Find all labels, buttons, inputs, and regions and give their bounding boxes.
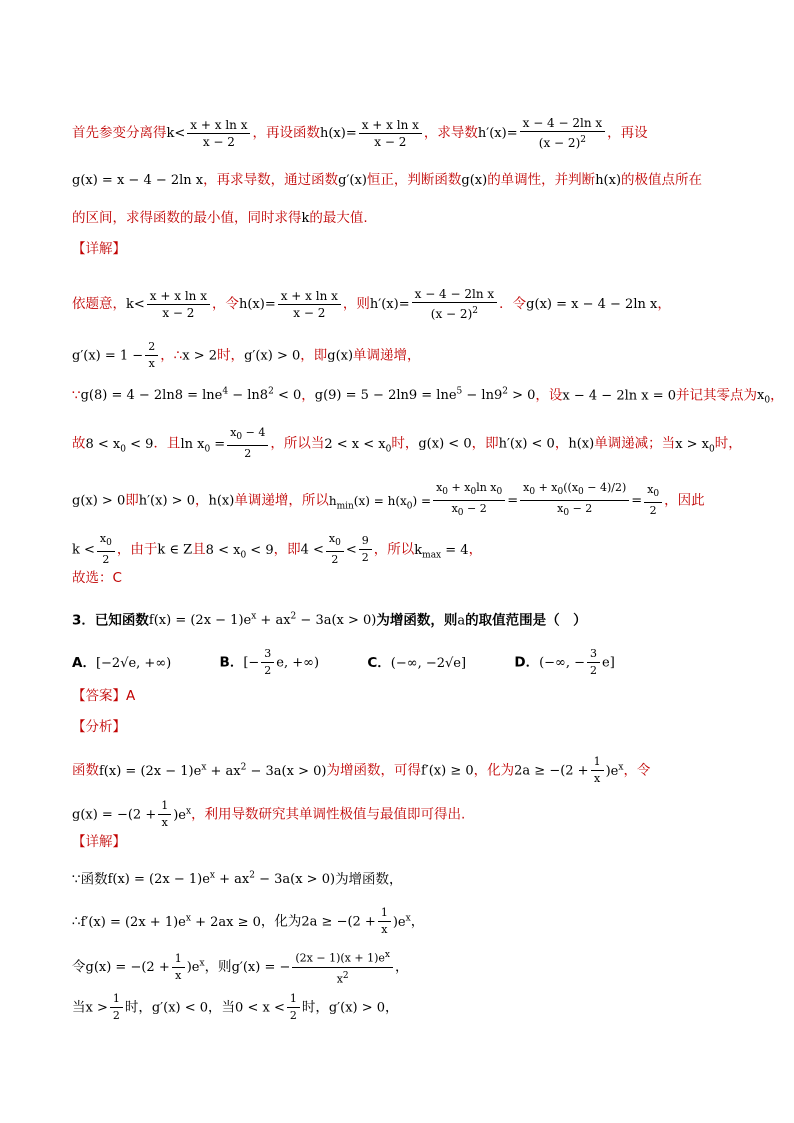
text: ，则 bbox=[342, 296, 370, 312]
text: 时， bbox=[714, 435, 742, 452]
text: ，再设 bbox=[607, 125, 648, 141]
text-line-d3: 令g(x) = −(2 + $\frac{1}{x}$ )$e^x$，则g′(x) = − $\frac{(2x - 1)(x + 1)e^x}{x^2}$ ， bbox=[72, 950, 409, 986]
text-line-10: k < $\frac{x_0}{2}$ ，由于k ∈ Z且$8 < x_0 < 9$，即4 < $\frac{x_0}{2}$ < $\frac{9}{2}$ ，所以$k_{max} = 4$， bbox=[72, 532, 483, 567]
text: 3．已知函数 bbox=[72, 612, 149, 629]
text: 为增函数，可得 bbox=[326, 762, 421, 779]
answer-line bbox=[72, 687, 734, 705]
text: ，求导数 bbox=[423, 125, 478, 141]
text-line-8: 故$8 < x_0 < 9$．且$\ln x_0$ = $\frac{x_0 - 4}{2}$ ，所以当$2 < x < x_0$时，g(x) < 0，即h′(x) < 0，h(x)单调递减；当$x > x_0$时， bbox=[72, 426, 742, 461]
text: 依题意， bbox=[72, 296, 126, 312]
text-line-2: g(x) = x − 4 − 2ln x，再求导数，通过函数g′(x)恒正，判断函数g(x)的单调性，并判断h(x)的极值点所在 bbox=[72, 172, 703, 188]
text: 为增函数， bbox=[335, 871, 403, 888]
text: 单调递增，所以 bbox=[234, 492, 329, 509]
text-line-d1: ∵函数$f(x) = (2x - 1)e^x + ax^2 - 3a(x > 0)$为增函数， bbox=[72, 871, 403, 888]
text: ，当 bbox=[208, 999, 236, 1016]
text: 单调递减；当 bbox=[594, 435, 676, 452]
text: ，则 bbox=[204, 959, 232, 976]
text: ，设 bbox=[535, 387, 563, 404]
option-a: A．[−2√e, +∞) bbox=[72, 654, 172, 671]
text: ， bbox=[554, 435, 569, 452]
section-heading-detail-2 bbox=[72, 833, 734, 851]
text: 时， bbox=[391, 435, 419, 452]
text: 且 bbox=[192, 541, 206, 558]
text: ，令 bbox=[623, 762, 651, 779]
text-line-3: 的区间，求得函数的最小值，同时求得k的最大值. bbox=[72, 210, 368, 226]
section-heading-analysis bbox=[72, 718, 734, 736]
text: ， bbox=[394, 959, 409, 976]
text: 故选：C bbox=[72, 570, 122, 586]
text: ∴ bbox=[72, 913, 81, 930]
text: ， bbox=[194, 492, 209, 509]
options-row bbox=[72, 647, 734, 678]
text: ，利用导数研究其单调性极值与最值即可得出. bbox=[191, 806, 466, 823]
text-line-11 bbox=[72, 569, 734, 587]
text: 首先参变分离得 bbox=[72, 125, 167, 141]
text: ∵函数 bbox=[72, 871, 108, 888]
text: 恒正，判断函数 bbox=[366, 172, 462, 188]
option-b: B．[− $\frac{3}{2}$ e, +∞) bbox=[219, 647, 320, 677]
text: ，再设函数 bbox=[252, 125, 320, 141]
text: ， bbox=[301, 387, 315, 404]
text-line-1: 首先参变分离得k< $\frac{\text{x + x ln x}}{x - 2}$ ，再设函数h(x)= $\frac{\text{x + x ln x}}{x - 2}$ ，求导数h′(x)= $\frac{\text{x − 4 − 2ln x}}{(x - 2)^2}$ ，再设 bbox=[72, 116, 648, 150]
text: ，所以 bbox=[373, 541, 415, 558]
text: ，化为 bbox=[473, 762, 515, 779]
text: 【分析】 bbox=[72, 719, 126, 735]
text: ，再求导数，通过函数 bbox=[203, 172, 339, 188]
text: 并记其零点为 bbox=[676, 387, 758, 404]
option-d: D．(−∞, − $\frac{3}{2}$ e] bbox=[514, 647, 615, 677]
text-line-7: ∵g(8) = $4 - 2\ln 8 = \ln e^4 - \ln 8^2 < 0$，$g(9) = 5 - 2\ln 9 = \ln e^5 - \ln 9^2 > 0$，设x − 4 − 2ln x = 0并记其零点为$x_0$， bbox=[72, 387, 784, 406]
text: ，∴ bbox=[160, 347, 183, 364]
text: ，所以当 bbox=[270, 435, 325, 452]
text: ， bbox=[410, 913, 425, 930]
question-3: 3．已知函数$f(x) = (2x - 1)e^x + ax^2 - 3a(x > 0)$为增函数，则a的取值范围是（ ） bbox=[72, 612, 587, 629]
text: 时， bbox=[301, 999, 329, 1016]
text: 【答案】A bbox=[72, 688, 136, 704]
text: 单调递增， bbox=[353, 347, 421, 364]
section-heading-detail bbox=[72, 240, 734, 258]
text: 当 bbox=[72, 999, 86, 1016]
text: ，因此 bbox=[664, 492, 705, 509]
text: 即 bbox=[125, 492, 139, 509]
text: 的区间，求得函数的最小值，同时求得 bbox=[72, 210, 302, 226]
text: ，即 bbox=[300, 347, 328, 364]
text-line-9: g(x) > 0即h′(x) > 0，h(x)单调递增，所以$h_{min}(x) = h(x_0)$ = $\frac{x_0 + x_0\ln x_0}{x_0 - 2}$ = $\frac{x_0 + x_0((x_0 - 4)/2)}{x_0 - 2}$ = $\frac{x_0}{2}$ ，因此 bbox=[72, 481, 705, 519]
text-line-d4: 当x > $\frac{1}{2}$ 时，g′(x) < 0，当0 < x < $\frac{1}{2}$ 时，g′(x) > 0， bbox=[72, 992, 399, 1022]
text-line-f2: g(x) = −(2 + $\frac{1}{x}$ )$e^x$，利用导数研究其单调性极值与最值即可得出. bbox=[72, 799, 466, 829]
text: 故 bbox=[72, 435, 86, 452]
text: 令 bbox=[72, 959, 86, 976]
text: 时， bbox=[124, 999, 152, 1016]
text: 的极值点所在 bbox=[621, 172, 703, 188]
text: ，即 bbox=[471, 435, 499, 452]
text: ，由于 bbox=[116, 541, 158, 558]
text: ， bbox=[385, 999, 399, 1016]
option-c: C．(−∞, −2√e] bbox=[367, 654, 467, 671]
text-line-6: g′(x) = 1 − $\frac{2}{x}$ ，∴x > 2时，g′(x) > 0，即g(x)单调递增， bbox=[72, 340, 421, 370]
text: 【详解】 bbox=[72, 834, 126, 850]
text: 函数 bbox=[72, 762, 99, 779]
text: 的单调性，并判断 bbox=[487, 172, 596, 188]
text: ，化为 bbox=[260, 913, 302, 930]
text: ．令 bbox=[499, 296, 527, 312]
text: 时， bbox=[217, 347, 245, 364]
text-line-f1: 函数$f(x) = (2x - 1)e^x + ax^2 - 3a(x > 0)$为增函数，可得f′(x) ≥ 0，化为2a ≥ −(2 + $\frac{1}{x}$ )$e^x$，令 bbox=[72, 755, 651, 785]
text: ，令 bbox=[211, 296, 239, 312]
text: 【详解】 bbox=[72, 241, 126, 257]
text-line-5: 依题意，k< $\frac{\text{x + x ln x}}{x - 2}$ ，令h(x)= $\frac{\text{x + x ln x}}{x - 2}$ ，则h′(x)= $\frac{\text{x − 4 − 2ln x}}{(x - 2)^2}$ ．令g(x) = x − 4 − 2ln x， bbox=[72, 287, 671, 321]
text: ∵ bbox=[72, 387, 81, 404]
text: ，即 bbox=[273, 541, 301, 558]
text: 的取值范围是（ ） bbox=[465, 612, 587, 629]
text: ．且 bbox=[153, 435, 181, 452]
text: 的最大值. bbox=[309, 210, 368, 226]
text: 为增函数，则 bbox=[376, 612, 458, 629]
text-line-d2: ∴f′(x) = $(2x + 1)e^x + 2ax \ge 0$，化为2a ≥ −(2 + $\frac{1}{x}$ )$e^x$， bbox=[72, 906, 425, 936]
